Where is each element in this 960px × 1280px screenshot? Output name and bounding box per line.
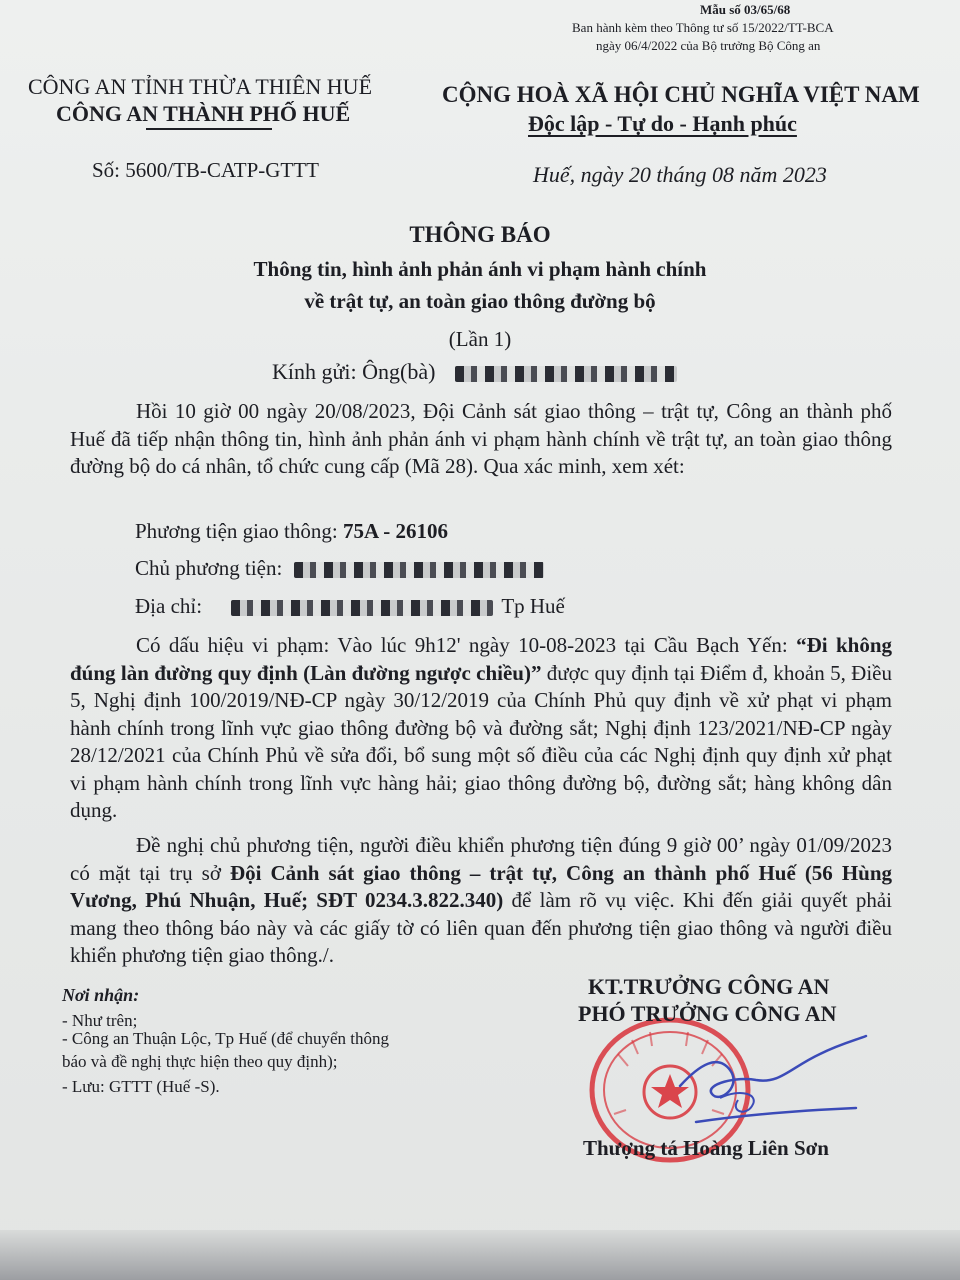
signature-title-line2: PHÓ TRƯỞNG CÔNG AN (578, 1001, 837, 1026)
vehicle-line (135, 519, 448, 544)
vehicle-plate: 75A - 26106 (342, 519, 448, 543)
address-suffix: Tp Huế (501, 594, 565, 618)
document-date: Huế, ngày 20 tháng 08 năm 2023 (533, 162, 827, 187)
owner-label: Chủ phương tiện: (135, 556, 283, 580)
receiver-item: - Lưu: GTTT (Huế -S). (62, 1077, 220, 1096)
document-number: Số: 5600/TB-CATP-GTTT (92, 158, 319, 182)
signature-title-line1: KT.TRƯỞNG CÔNG AN (588, 974, 830, 999)
agency-parent: CÔNG AN TỈNH THỪA THIÊN HUẾ (28, 74, 373, 99)
intro-paragraph: Hồi 10 giờ 00 ngày 20/08/2023, Đội Cảnh sát giao thông – trật tự, Công an thành phố Huế đã tiếp nhận thông tin, hình ảnh phản ánh vi phạm hành chính về trật tự, an toàn giao thông đường bộ do cá nhân, tổ chức cung cấp (Mã 28). Qua xác minh, xem xét: (70, 399, 892, 478)
notice-subtitle-line1: Thông tin, hình ảnh phản ánh vi phạm hành chính (253, 257, 707, 281)
request-rest: để làm rõ vụ việc. Khi đến giải quyết phải mang theo thông báo này và các giấy tờ có liên quan đến phương tiện giao thông và người điều khiển phương tiện giao thông./. (70, 888, 892, 967)
address-line (135, 594, 565, 619)
request-location: Đội Cảnh sát giao thông – trật tự, Công an thành phố Huế (56 Hùng Vương, Phú Nhuận, Huế; SĐT 0234.3.822.340) (70, 860, 893, 912)
request-paragraph (70, 832, 892, 970)
request-intro: Đề nghị chủ phương tiện, người điều khiển phương tiện đúng 9 giờ 00’ ngày 01/09/2023 có mặt tại trụ sở (70, 833, 892, 885)
national-motto: Độc lập - Tự do - Hạnh phúc (528, 111, 797, 136)
form-number: Mẫu số 03/65/68 (700, 2, 791, 17)
recipient-line (272, 359, 677, 385)
page-bottom-shadow (0, 1230, 960, 1280)
receiver-item: - Công an Thuận Lộc, Tp Huế (để chuyển thông (62, 1029, 390, 1048)
form-issued-line2: ngày 06/4/2022 của Bộ trưởng Bộ Công an (596, 38, 821, 53)
receivers-title: Nơi nhận: (62, 985, 140, 1005)
nation-title: CỘNG HOÀ XÃ HỘI CHỦ NGHĨA VIỆT NAM (442, 82, 920, 107)
notice-title: THÔNG BÁO (409, 222, 551, 247)
redacted-address (231, 600, 493, 616)
recipient-label: Kính gửi: Ông(bà) (272, 359, 436, 384)
notice-times: (Lần 1) (448, 327, 512, 351)
owner-line (135, 556, 544, 581)
address-label: Địa chỉ: (135, 594, 203, 618)
violation-intro: Có dấu hiệu vi phạm: Vào lúc 9h12' ngày 10-08-2023 tại Cầu Bạch Yến: (136, 633, 797, 657)
signer-name: Thượng tá Hoàng Liên Sơn (583, 1136, 829, 1160)
receiver-item-continued: báo và đề nghị thực hiện theo quy định); (62, 1052, 338, 1071)
redacted-recipient-name (455, 366, 677, 382)
handwritten-signature (660, 1024, 870, 1134)
receiver-item: - Như trên; (62, 1011, 138, 1030)
agency-underline (146, 128, 272, 130)
notice-subtitle-line2: về trật tự, an toàn giao thông đường bộ (304, 289, 656, 313)
agency-name: CÔNG AN THÀNH PHỐ HUẾ (56, 101, 351, 126)
redacted-owner-name (294, 562, 544, 578)
form-issued-line1: Ban hành kèm theo Thông tư số 15/2022/TT-BCA (572, 20, 834, 35)
violation-description: “Đi không đúng làn đường quy định (Làn đường ngược chiều)” (70, 633, 893, 685)
vehicle-label: Phương tiện giao thông: (135, 519, 343, 543)
violation-paragraph (70, 632, 892, 825)
violation-legal-basis: được quy định tại Điểm đ, khoản 5, Điều 5, Nghị định 100/2019/NĐ-CP ngày 30/12/2019 của Chính Phủ quy định về xử phạt vi phạm hành chính trong lĩnh vực giao thông đường bộ và đường sắt; Nghị định 123/2021/NĐ-CP ngày 28/12/2021 của Chính Phủ về sửa đổi, bổ sung một số điều của các Nghị định quy định xử phạt vi phạm hành chính trong lĩnh vực hàng hải; giao thông đường bộ, đường sắt; hàng không dân dụng. (70, 660, 892, 822)
